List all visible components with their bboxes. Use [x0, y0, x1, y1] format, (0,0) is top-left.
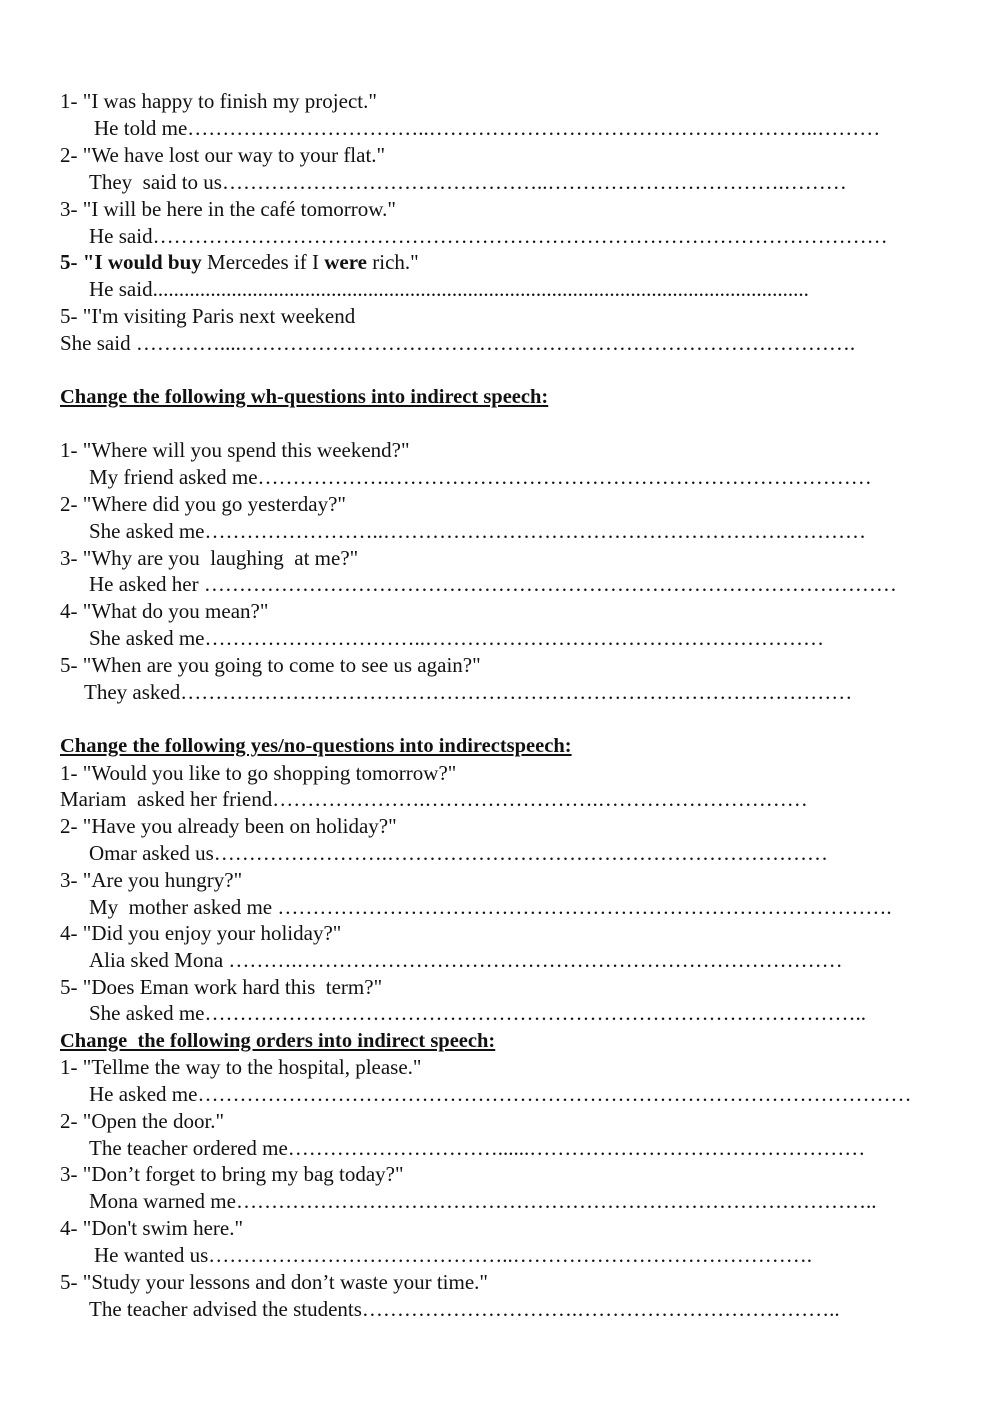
sentence-1-4: [60, 249, 419, 275]
sentence-2-2: 2- "Where did you go yesterday?": [60, 492, 346, 516]
sentence-3-3: 3- "Are you hungry?": [60, 868, 243, 892]
sentence-3-1: 1- "Would you like to go shopping tomorrow?": [60, 761, 457, 785]
heading-yes-no-questions: Change the following yes/no-questions into indirectspeech:: [60, 735, 572, 757]
sentence-1-1: 1- "I was happy to finish my project.": [60, 89, 377, 113]
sentence-3-2: 2- "Have you already been on holiday?": [60, 814, 397, 838]
sentence-4-2: 2- "Open the door.": [60, 1109, 225, 1133]
sentence-2-4: 4- "What do you mean?": [60, 599, 269, 623]
answer-line-2-3[interactable]: He asked her ………………………………………………………………………………………: [89, 572, 897, 596]
sentence-1-4-middle: Mercedes if I: [201, 250, 325, 274]
answer-line-3-2[interactable]: Omar asked us…………………….………………………………………………………: [89, 841, 829, 865]
answer-line-3-1[interactable]: Mariam asked her friend………………….…………………….…………………………: [60, 787, 808, 811]
sentence-1-4-end: rich.": [367, 250, 419, 274]
sentence-3-5: 5- "Does Eman work hard this term?": [60, 975, 383, 999]
heading-wh-questions: Change the following wh-questions into indirect speech:: [60, 386, 549, 408]
answer-line-2-2[interactable]: She asked me……………………..……………………………………………………………: [89, 519, 866, 543]
sentence-4-3: 3- "Don’t forget to bring my bag today?": [60, 1162, 404, 1186]
sentence-1-4-verb2: were: [324, 250, 367, 274]
answer-line-4-3[interactable]: Mona warned me………………………………………………………………………………..: [89, 1189, 877, 1213]
answer-line-1-1[interactable]: He told me……………………………..………………………………………………..………: [94, 116, 881, 140]
sentence-1-4-verb: would buy: [107, 250, 202, 274]
sentence-1-4-prefix: 5- "I: [60, 250, 108, 274]
answer-line-1-4[interactable]: He said.............................................................................................................................: [89, 277, 809, 301]
answer-line-2-1[interactable]: My friend asked me……………….……………………………………………………………: [89, 465, 872, 489]
sentence-2-3: 3- "Why are you laughing at me?": [60, 546, 359, 570]
answer-line-4-2[interactable]: The teacher ordered me…………………………......…………………………………………: [89, 1136, 866, 1160]
answer-line-4-1[interactable]: He asked me…………………………………………………………………………………………: [89, 1082, 912, 1106]
sentence-1-3: 3- "I will be here in the café tomorrow.": [60, 197, 396, 221]
answer-line-3-4[interactable]: Alia sked Mona ……….……………………………………………………………………: [89, 948, 843, 972]
answer-line-2-4[interactable]: She asked me…………………………..…………………………………………………: [89, 626, 824, 650]
sentence-1-2: 2- "We have lost our way to your flat.": [60, 143, 386, 167]
answer-line-3-5[interactable]: She asked me…………………………………………………………………………………..: [89, 1001, 866, 1025]
answer-line-1-5[interactable]: She said …………....…………………………………………………………………………….: [60, 331, 856, 355]
sentence-4-4: 4- "Don't swim here.": [60, 1216, 244, 1240]
answer-line-1-2[interactable]: They said to us………………………………………..…………………………….………: [89, 170, 847, 194]
answer-line-1-3[interactable]: He said……………………………………………………………………………………………: [89, 224, 888, 248]
sentence-4-5: 5- "Study your lessons and don’t waste your time.": [60, 1270, 488, 1294]
heading-orders: Change the following orders into indirect speech:: [60, 1030, 496, 1052]
answer-line-3-3[interactable]: My mother asked me …………………………………………………………………………….: [89, 895, 892, 919]
sentence-2-5: 5- "When are you going to come to see us again?": [60, 653, 481, 677]
sentence-4-1: 1- "Tellme the way to the hospital, please.": [60, 1055, 422, 1079]
answer-line-2-5[interactable]: They asked……………………………………………………………………………………: [84, 680, 853, 704]
sentence-1-5: 5- "I'm visiting Paris next weekend: [60, 304, 356, 328]
sentence-3-4: 4- "Did you enjoy your holiday?": [60, 921, 342, 945]
answer-line-4-5[interactable]: The teacher advised the students………………………….………………………………..: [89, 1297, 840, 1321]
answer-line-4-4[interactable]: He wanted us……………………………………..…………………………………….: [94, 1243, 813, 1267]
sentence-2-1: 1- "Where will you spend this weekend?": [60, 438, 410, 462]
